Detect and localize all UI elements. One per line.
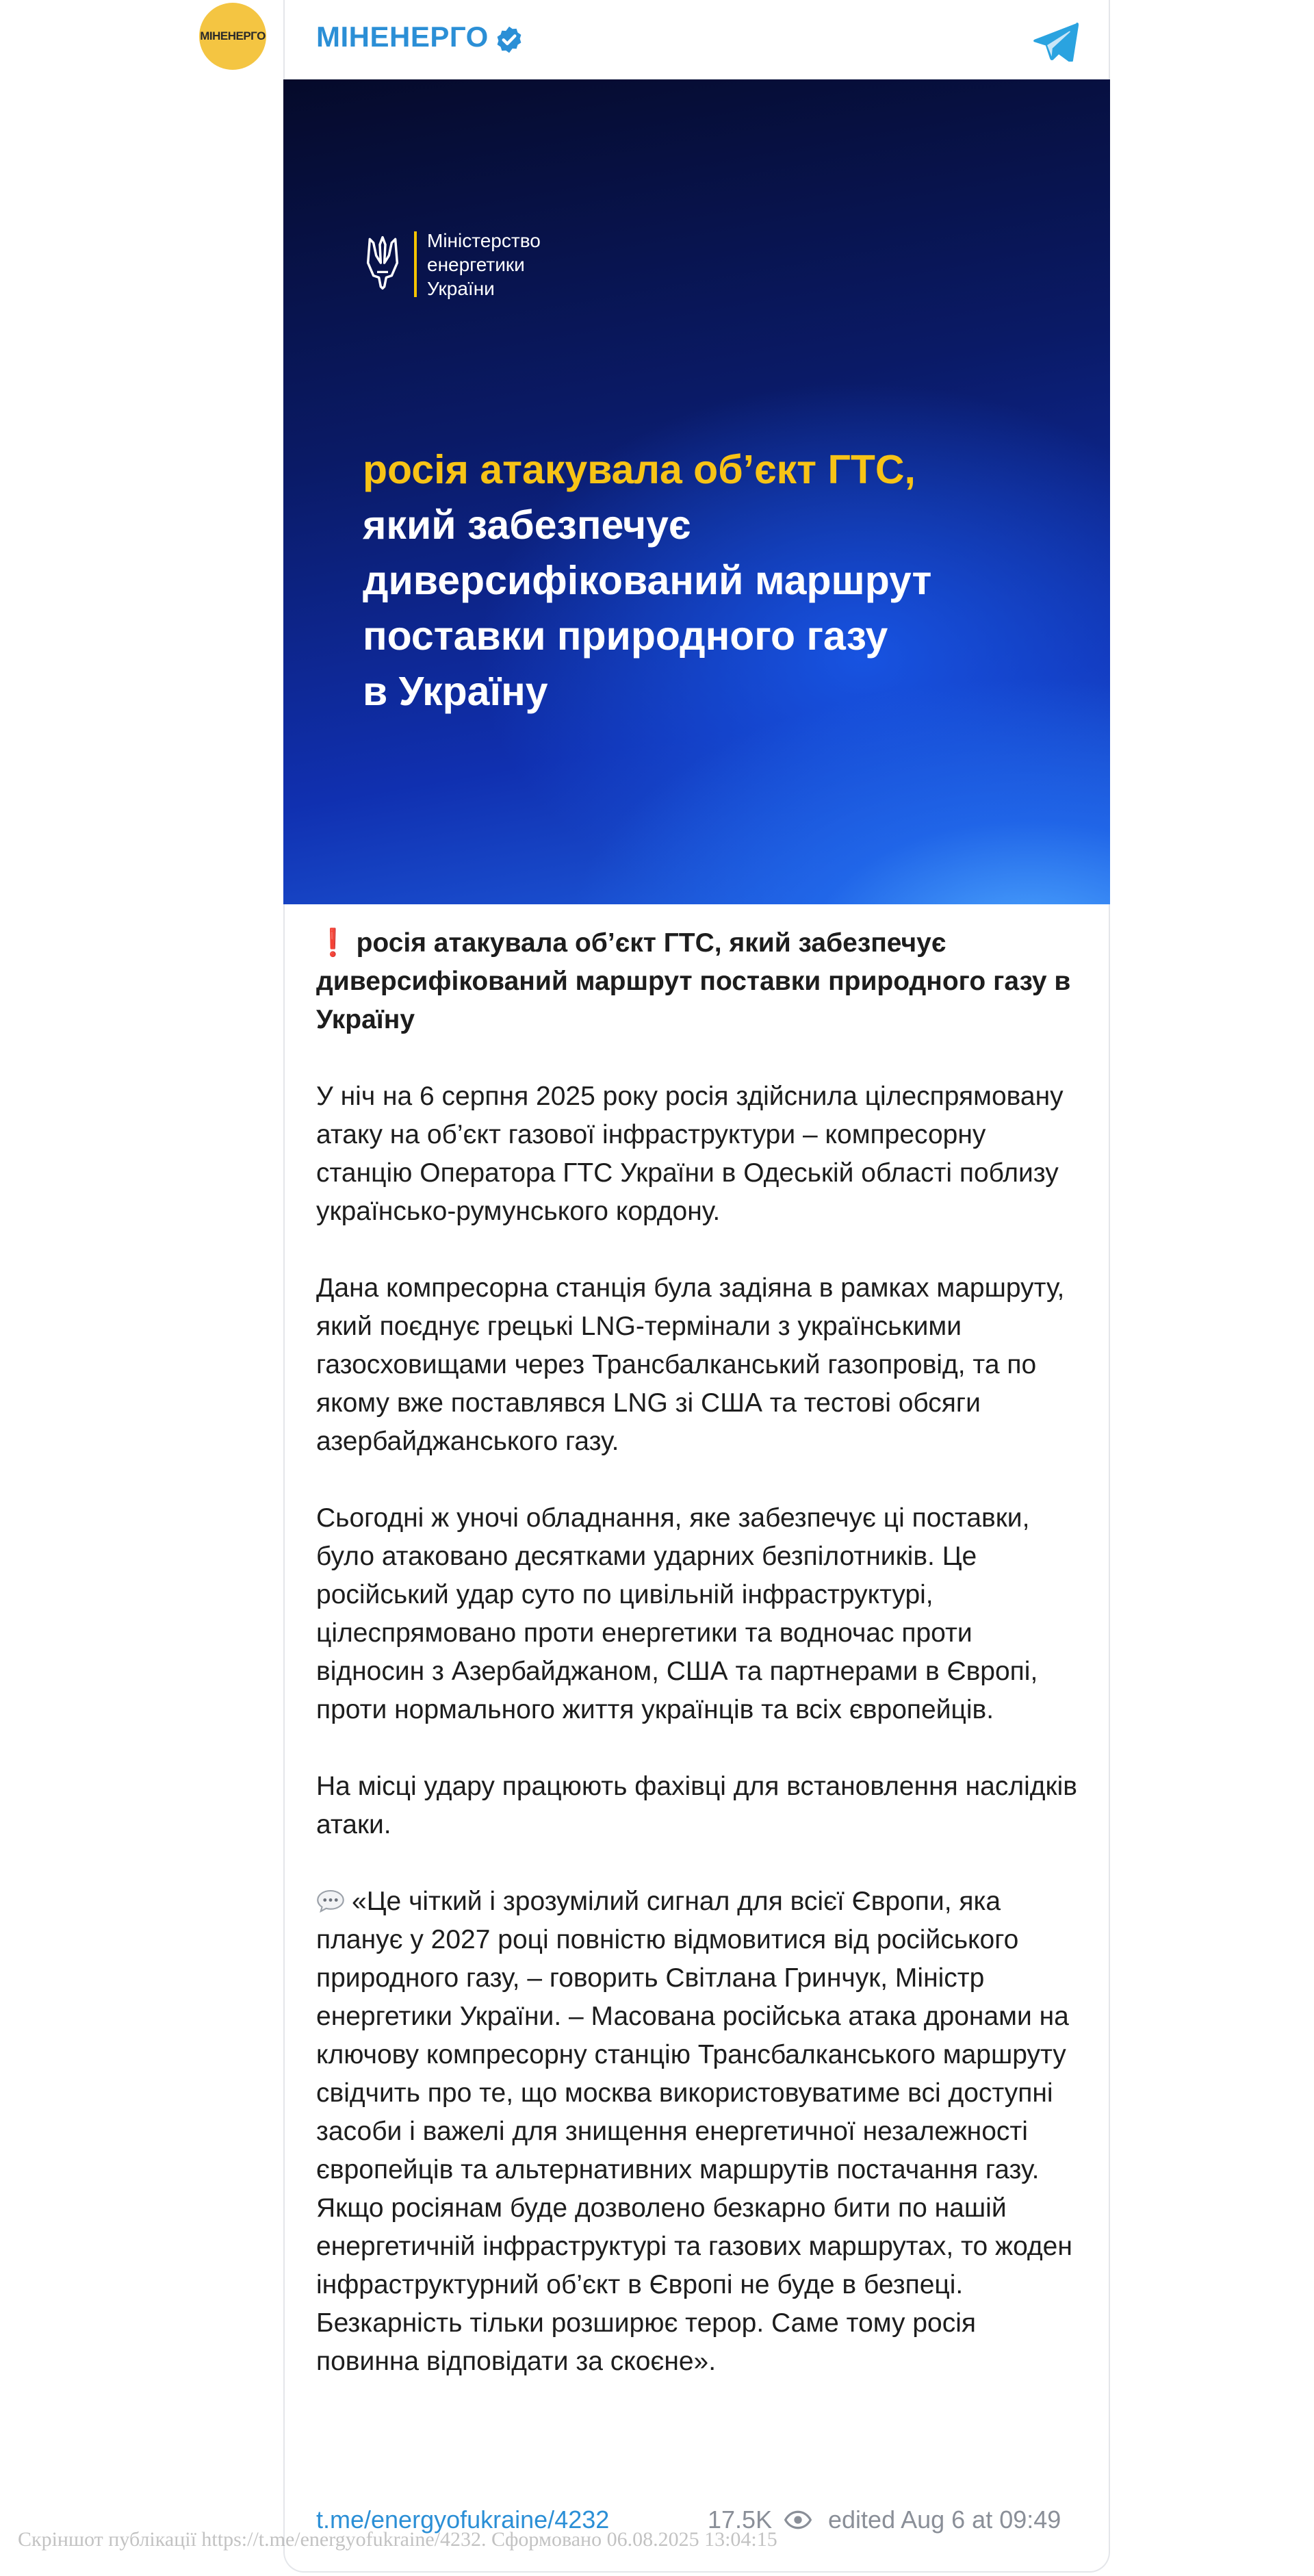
eye-icon xyxy=(784,2510,812,2530)
headline-highlight: росія атакувала об’єкт ГТС, xyxy=(363,447,916,492)
post-quote xyxy=(316,1883,1083,2381)
post-quote-text: «Це чіткий і зрозумілий сигнал для всієї Європи, яка планує у 2027 році повністю відмовитися від російського природного газу, – говорить Світлана Гринчук, Міністр енергетики України. – Масована російська атака дронами на ключову компресорну станцію Трансбалканського маршруту свідчить про те, що москва використовуватиме всі доступні засоби і важелі для знищення енергетичної незалежності європейців та альтернативних маршрутів постачання газу. Якщо росіянам буде дозволено безкарно бити по нашій енергетичній інфраструктурі та газових маршрутах, то жоден інфраструктурний об’єкт в Європі не буде в безпеці. Безкарність тільки розширює терор. Саме тому росія повинна відповідати за скоєне». xyxy=(316,1887,1072,2376)
post-title xyxy=(316,924,1083,1039)
post-paragraph-2: Дана компресорна станція була задіяна в рамках маршруту, який поєднує грецькі LNG-термінали з українськими газосховищами через Трансбалканський газопровід, та по якому вже поставлявся LNG зі США та тестові обсяги азербайджанського газу. xyxy=(316,1273,1065,1456)
channel-name[interactable]: МІНЕНЕРГО xyxy=(316,21,489,53)
post-image-banner[interactable] xyxy=(283,79,1110,904)
banner-headline xyxy=(363,442,1047,719)
view-count: 17.5K xyxy=(708,2505,773,2534)
ministry-line-2: енергетики xyxy=(427,254,525,275)
post-text xyxy=(316,924,1083,2419)
post-paragraph-1: У ніч на 6 серпня 2025 року росія здійснила цілеспрямовану атаку на об’єкт газової інфраструктури – компресорну станцію Оператора ГТС України в Одеській області поблизу українсько-румунського кордону. xyxy=(316,1082,1064,1226)
exclamation-icon: ❗ xyxy=(316,928,350,958)
emblem-divider xyxy=(414,231,417,297)
speech-bubble-icon xyxy=(316,1889,345,1913)
headline-line-2: який забезпечує xyxy=(363,502,691,548)
channel-avatar[interactable]: МІНЕНЕРГО xyxy=(199,3,266,70)
post-link[interactable]: t.me/energyofukraine/4232 xyxy=(316,2505,610,2534)
post-paragraph-4: На місці удару працюють фахівці для встановлення наслідків атаки. xyxy=(316,1772,1077,1839)
verified-badge-icon xyxy=(494,25,524,55)
telegram-icon[interactable] xyxy=(1033,22,1079,62)
screenshot-watermark: Скріншот публікації https://t.me/energyofukraine/4232. Сформовано 06.08.2025 13:04:15 xyxy=(18,2528,777,2551)
post-title-text: росія атакувала об’єкт ГТС, який забезпечує диверсифікований маршрут поставки природного газу в Україну xyxy=(316,928,1071,1034)
ministry-line-1: Міністерство xyxy=(427,230,541,251)
ministry-logo-text xyxy=(427,229,632,301)
trident-emblem-icon xyxy=(364,235,401,290)
headline-line-3: диверсифікований маршрут xyxy=(363,558,932,603)
headline-line-5: в Україну xyxy=(363,669,548,714)
ministry-line-3: України xyxy=(427,278,495,299)
edited-timestamp: edited Aug 6 at 09:49 xyxy=(828,2505,1061,2534)
post-paragraph-3: Сьогодні ж уночі обладнання, яке забезпечує ці поставки, було атаковано десятками ударних безпілотників. Це російський удар суто по цивільній інфраструктурі, цілеспрямовано проти енергетики та водночас проти відносин з Азербайджаном, США та партнерами в Європі, проти нормального життя українців та всіх європейців. xyxy=(316,1503,1038,1724)
post-header xyxy=(283,0,1110,79)
headline-line-4: поставки природного газу xyxy=(363,613,888,659)
